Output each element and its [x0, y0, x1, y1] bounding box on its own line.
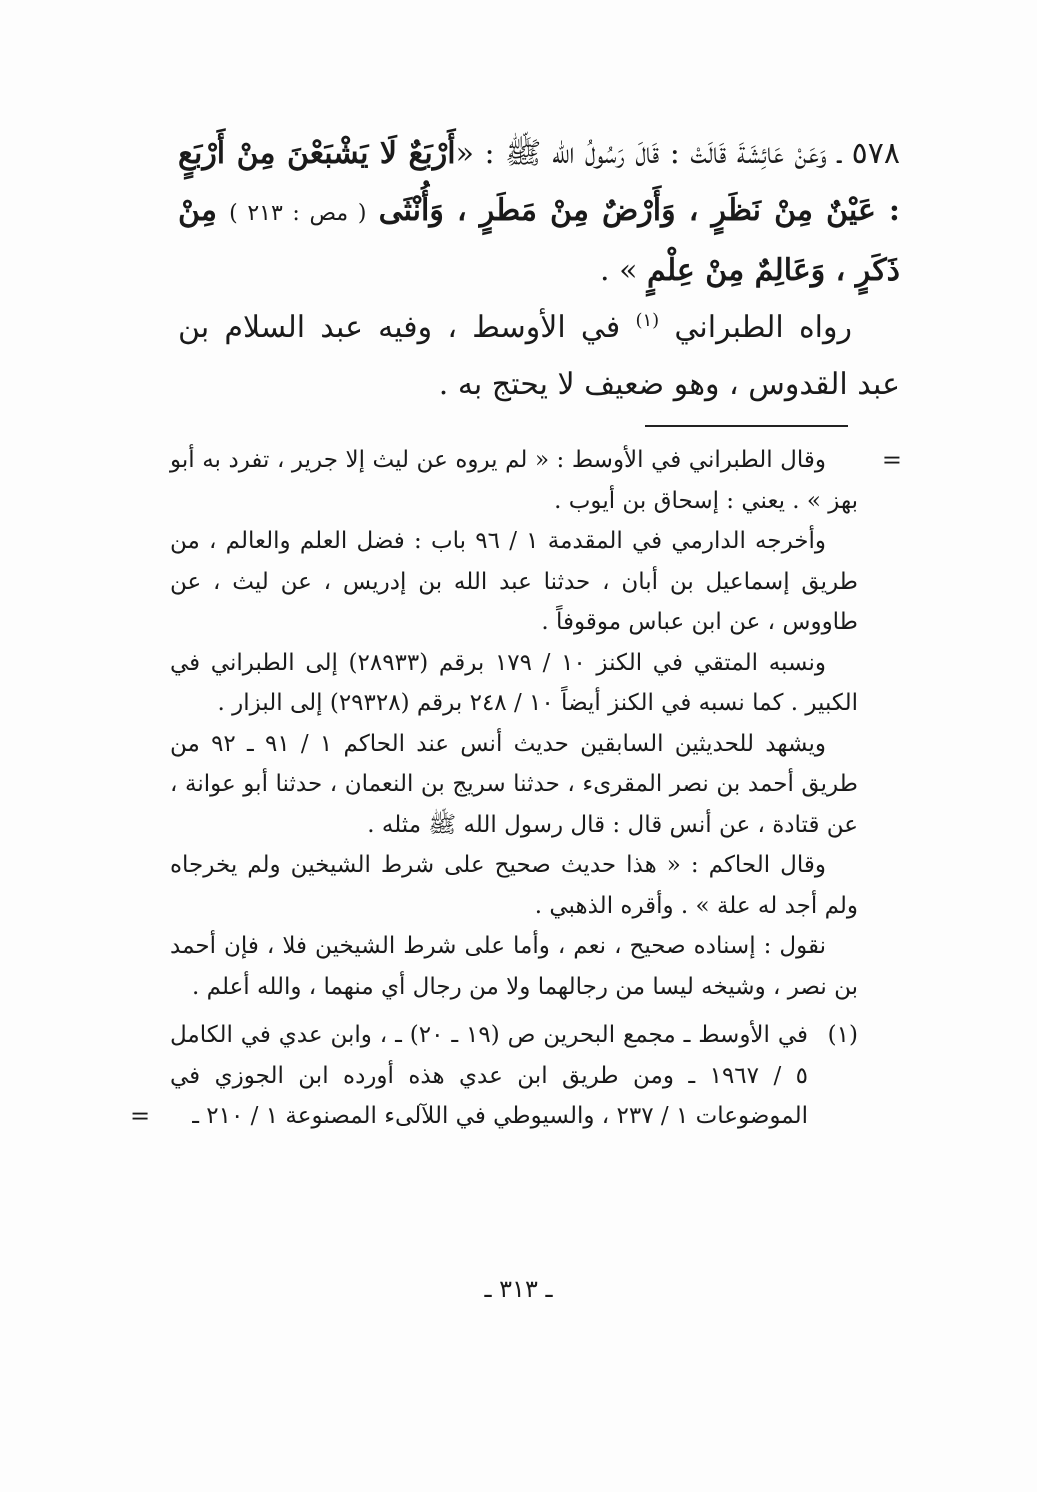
narration-after-ref: في الأوسط ، وفيه عبد السلام بن عبد القدوس ، وهو ضعيف لا يحتج به . [178, 310, 900, 402]
manuscript-page-reference: ( مص : ٢١٣ ) [229, 201, 367, 226]
footnote-reference-1[interactable]: (١) [635, 310, 660, 331]
footnote-paragraph-3: ونسبه المتقي في الكنز ١٠ / ١٧٩ برقم (٢٨٩٣٣) إلى الطبراني في الكبير . كما نسبه في الكنز أيضاً ١٠ / ٢٤٨ برقم (٢٩٣٢٨) إلى البزار . [170, 649, 858, 716]
hadith-close: » . [600, 253, 638, 288]
footnote-1-continues-mark: = [130, 1102, 151, 1130]
continuation-mark: = [881, 446, 902, 474]
hadith-intro: وَعَنْ عَائِشَةَ قَالَتْ : قَالَ رَسُولُ الله ﷺ : « [455, 136, 827, 171]
footnote-divider [645, 425, 848, 427]
footnote-1-number: (١) [827, 1022, 858, 1048]
footnote-1 [130, 1015, 858, 1137]
footnote-paragraph-6: نقول : إسناده صحيح ، نعم ، وأما على شرط الشيخين فلا ، فإن أحمد بن نصر ، وشيخه ليسا من رجالهما ولا من رجال أي منهما ، والله أعلم . [170, 933, 858, 1000]
footnote-paragraph-2: وأخرجه الدارمي في المقدمة ١ / ٩٦ باب : فضل العلم والعالم ، من طريق إسماعيل بن أبان ، حدثنا عبد الله بن إدريس ، عن ليث ، عن طاووس ، عن ابن عباس موقوفاً . [170, 528, 858, 635]
hadith-paragraph [178, 125, 900, 299]
main-text-block [178, 125, 900, 413]
narration-before-ref: رواه الطبراني [674, 310, 852, 345]
footnote-continuation [170, 440, 902, 521]
footnotes-block [130, 440, 902, 1137]
hadith-number: ٥٧٨ ـ [837, 136, 901, 171]
hadith-quote-end: مِنْ ذَكَرٍ ، وَعَالِمٌ مِنْ عِلْمٍ [178, 193, 900, 288]
footnote-paragraph-1: وقال الطبراني في الأوسط : « لم يروه عن ليث إلا جرير ، تفرد به أبو بهز » . يعني : إسحاق بن أيوب . [170, 447, 858, 514]
hadith-quote: أَرْبَعٌ لَا يَشْبَعْنَ مِنْ أَرْبَعٍ : عَيْنٌ مِنْ نَظَرٍ ، وَأَرْضٌ مِنْ مَطَرٍ ، وَأُنْثَى [178, 136, 901, 228]
footnote-1-text: في الأوسط ـ مجمع البحرين ص (١٩ ـ ٢٠) ـ ، وابن عدي في الكامل ٥ / ١٩٦٧ ـ ومن طريق ابن عدي هذه أورده ابن الجوزي في الموضوعات ١ / ٢٣٧ ، والسيوطي في اللآلىء المصنوعة ١ / ٢١٠ ـ [170, 1022, 809, 1129]
footnote-paragraph-4: ويشهد للحديثين السابقين حديث أنس عند الحاكم ١ / ٩١ ـ ٩٢ من طريق أحمد بن نصر المقرىء ، حدثنا سريج بن النعمان ، حدثنا أبو عوانة ، عن قتادة ، عن أنس قال : قال رسول الله ﷺ مثله . [170, 730, 858, 838]
narration-paragraph [178, 299, 900, 413]
footnote-paragraph-5: وقال الحاكم : « هذا حديث صحيح على شرط الشيخين ولم يخرجاه ولم أجد له علة » . وأقره الذهبي . [170, 852, 858, 919]
page-number: ـ ٣١٣ ـ [484, 1275, 553, 1303]
